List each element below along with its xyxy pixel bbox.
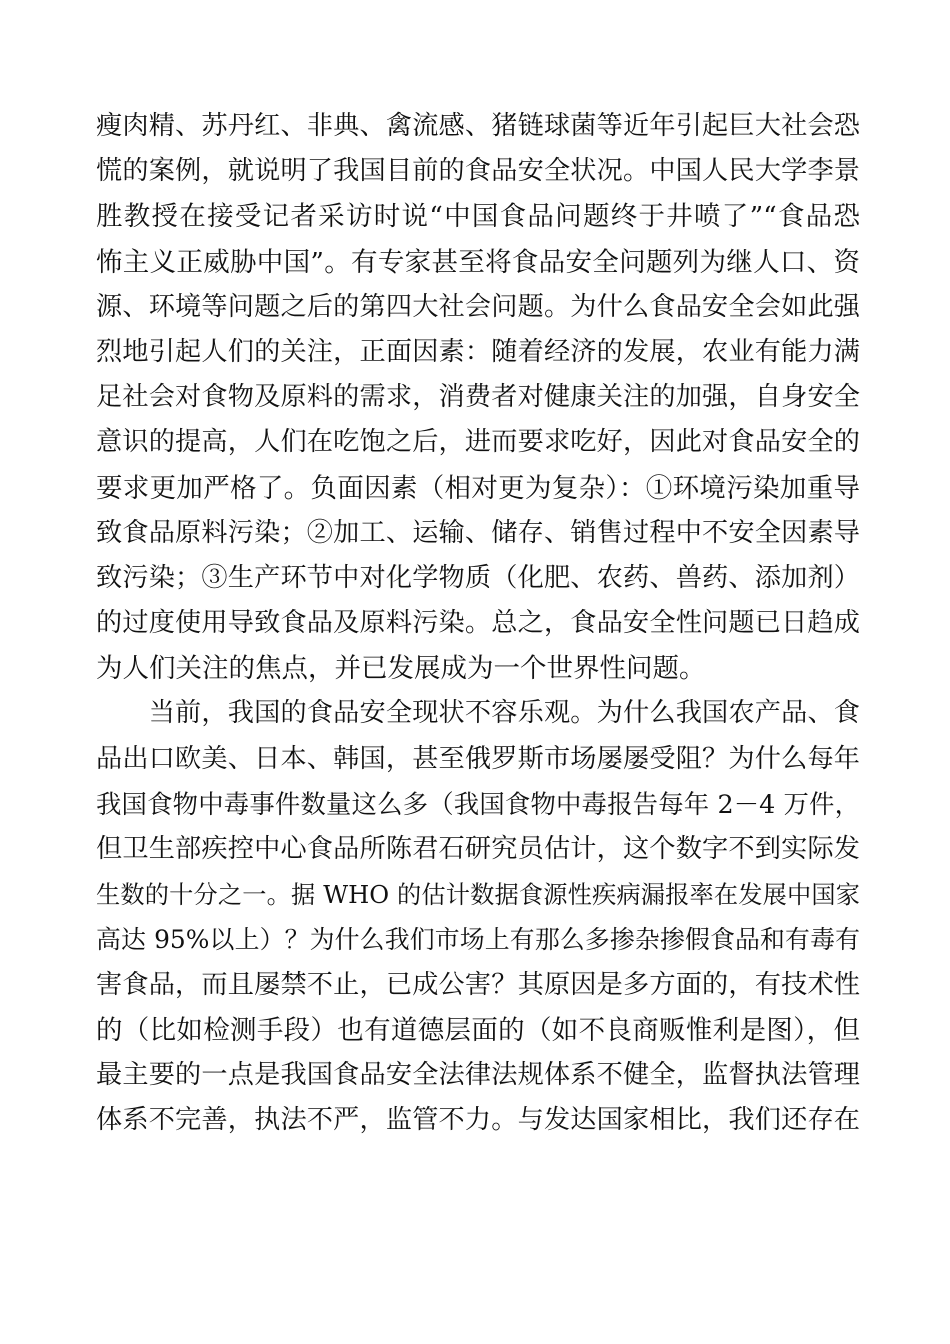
text-line: 最主要的一点是我国食品安全法律法规体系不健全，监督执法管理 <box>96 1059 860 1090</box>
text-line: 为人们关注的焦点，并已发展成为一个世界性问题。 <box>96 653 706 685</box>
text-line: 品出口欧美、日本、韩国，甚至俄罗斯市场屡屡受阻？为什么每年 <box>96 743 860 774</box>
text-line: 瘦肉精、苏丹红、非典、禽流感、猪链球菌等近年引起巨大社会恐 <box>96 111 860 141</box>
text-line: 致食品原料污染；②加工、运输、储存、销售过程中不安全因素导 <box>96 517 860 548</box>
text-line: 足社会对食物及原料的需求，消费者对健康关注的加强，自身安全 <box>96 382 860 413</box>
text-line: 慌的案例，就说明了我国目前的食品安全状况。中国人民大学李景 <box>96 156 860 187</box>
text-line: 致污染；③生产环节中对化学物质（化肥、农药、兽药、添加剂） <box>96 562 860 593</box>
text-line: 胜教授在接受记者采访时说“中国食品问题终于井喷了”“食品恐 <box>96 201 860 233</box>
text-line: 害食品，而且屡禁不止，已成公害？其原因是多方面的，有技术性 <box>96 969 860 1000</box>
text-line: 源、环境等问题之后的第四大社会问题。为什么食品安全会如此强 <box>96 291 860 322</box>
text-line: 但卫生部疾控中心食品所陈君石研究员估计，这个数字不到实际发 <box>96 834 860 864</box>
text-line: 的（比如检测手段）也有道德层面的（如不良商贩惟利是图），但 <box>96 1014 860 1046</box>
text-line: 生数的十分之一。据 WHO 的估计数据食源性疾病漏报率在发展中国家 <box>96 880 860 910</box>
text-line: 当前，我国的食品安全现状不容乐观。为什么我国农产品、食 <box>96 698 860 729</box>
text-line: 高达 95%以上）？为什么我们市场上有那么多掺杂掺假食品和有毒有 <box>96 925 860 955</box>
paragraph-1 <box>96 104 860 691</box>
document-body <box>96 104 860 1143</box>
text-line: 我国食物中毒事件数量这么多（我国食物中毒报告每年 2－4 万件， <box>96 788 860 819</box>
text-line: 体系不完善，执法不严，监管不力。与发达国家相比，我们还存在 <box>96 1105 860 1136</box>
text-line: 怖主义正威胁中国”。有专家甚至将食品安全问题列为继人口、资 <box>96 246 860 278</box>
text-line: 要求更加严格了。负面因素（相对更为复杂）：①环境污染加重导 <box>96 472 860 504</box>
paragraph-2 <box>96 691 860 1143</box>
text-line: 意识的提高，人们在吃饱之后，进而要求吃好，因此对食品安全的 <box>96 427 860 458</box>
text-line: 烈地引起人们的关注，正面因素：随着经济的发展，农业有能力满 <box>96 336 860 367</box>
text-line: 的过度使用导致食品及原料污染。总之，食品安全性问题已日趋成 <box>96 608 860 639</box>
